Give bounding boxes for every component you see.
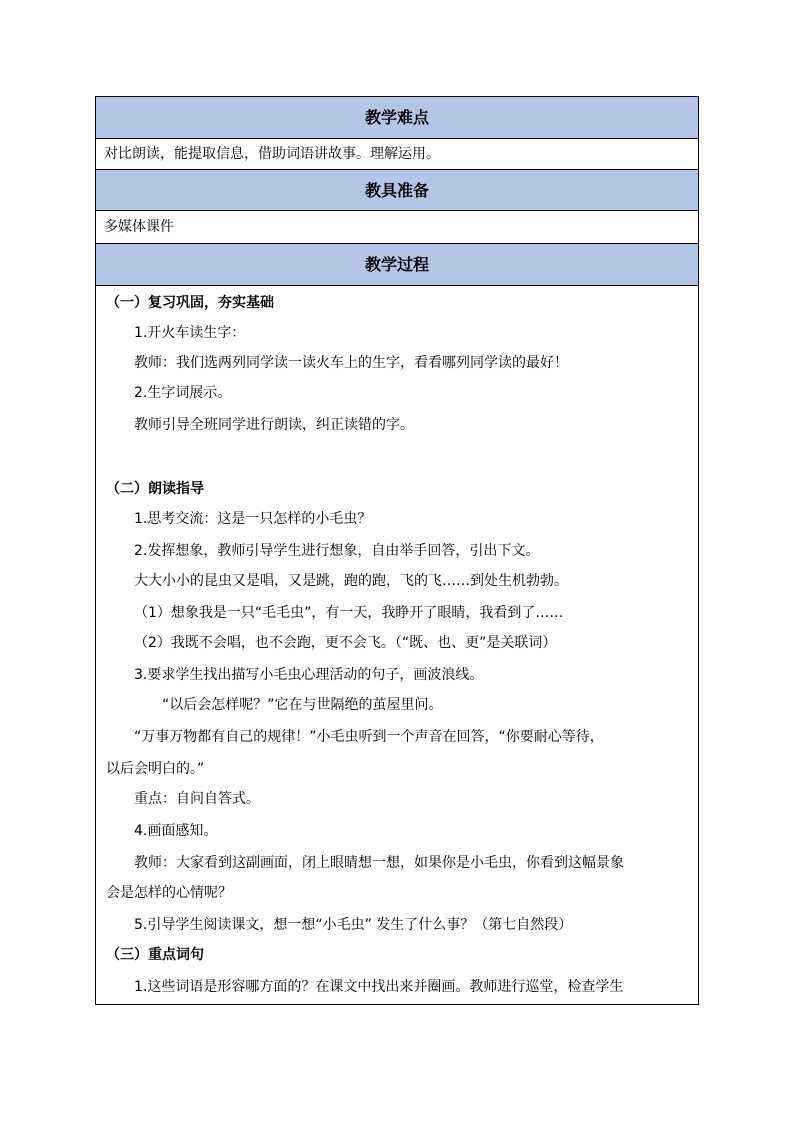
process-line: “以后会怎样呢？”它在与世隔绝的茧屋里问。 <box>162 697 443 713</box>
process-content <box>96 286 698 1004</box>
process-line: 重点：自问自答式。 <box>134 791 260 807</box>
subsection-heading: （二）朗读指导 <box>106 481 204 497</box>
difficulty-text: 对比朗读，能提取信息，借助词语讲故事。理解运用。 <box>104 146 440 162</box>
section-header-process <box>96 244 698 286</box>
subsection-heading: （一）复习巩固，夯实基础 <box>106 295 274 311</box>
materials-text: 多媒体课件 <box>104 219 174 235</box>
lesson-plan-table <box>95 96 699 1005</box>
process-line: （2）我既不会唱，也不会跑，更不会飞。（“既、也、更”是关联词） <box>134 635 557 651</box>
section-header-difficulty <box>96 97 698 139</box>
section-title: 教学过程 <box>364 255 429 274</box>
materials-content <box>96 211 698 244</box>
process-line: 4.画面感知。 <box>134 823 218 839</box>
process-line: 1.思考交流：这是一只怎样的小毛虫？ <box>134 511 372 527</box>
process-line: 1.这些词语是形容哪方面的？在课文中找出来并圈画。教师进行巡堂，检查学生 <box>134 979 624 995</box>
process-line: 教师：大家看到这副画面，闭上眼睛想一想，如果你是小毛虫，你看到这幅景象 <box>134 855 624 871</box>
process-line: 以后会明白的。” <box>106 761 205 777</box>
process-line: 5.引导学生阅读课文，想一想“小毛虫” 发生了什么事？（第七自然段） <box>134 917 573 933</box>
process-line: 3.要求学生找出描写小毛虫心理活动的句子，画波浪线。 <box>134 667 484 683</box>
section-header-materials <box>96 170 698 211</box>
process-line: 2.生字词展示。 <box>134 385 232 401</box>
process-line: 教师：我们选两列同学读一读火车上的生字，看看哪列同学读的最好！ <box>134 355 568 371</box>
process-line: 会是怎样的心情呢？ <box>106 885 232 901</box>
process-line: 大大小小的昆虫又是唱，又是跳，跑的跑，飞的飞……到处生机勃勃。 <box>134 573 568 589</box>
section-title: 教学难点 <box>364 108 429 127</box>
subsection-heading: （三）重点词句 <box>106 947 204 963</box>
difficulty-content <box>96 139 698 170</box>
process-line: 1.开火车读生字： <box>134 325 246 341</box>
process-line: “万事万物都有自己的规律！”小毛虫听到一个声音在回答，“你要耐心等待， <box>134 729 604 745</box>
process-line: 教师引导全班同学进行朗读，纠正读错的字。 <box>134 417 414 433</box>
process-line: （1）想象我是一只“毛毛虫”，有一天，我睁开了眼睛，我看到了…… <box>134 605 564 621</box>
section-title: 教具准备 <box>364 181 429 200</box>
process-line: 2.发挥想象，教师引导学生进行想象，自由举手回答，引出下文。 <box>134 543 540 559</box>
